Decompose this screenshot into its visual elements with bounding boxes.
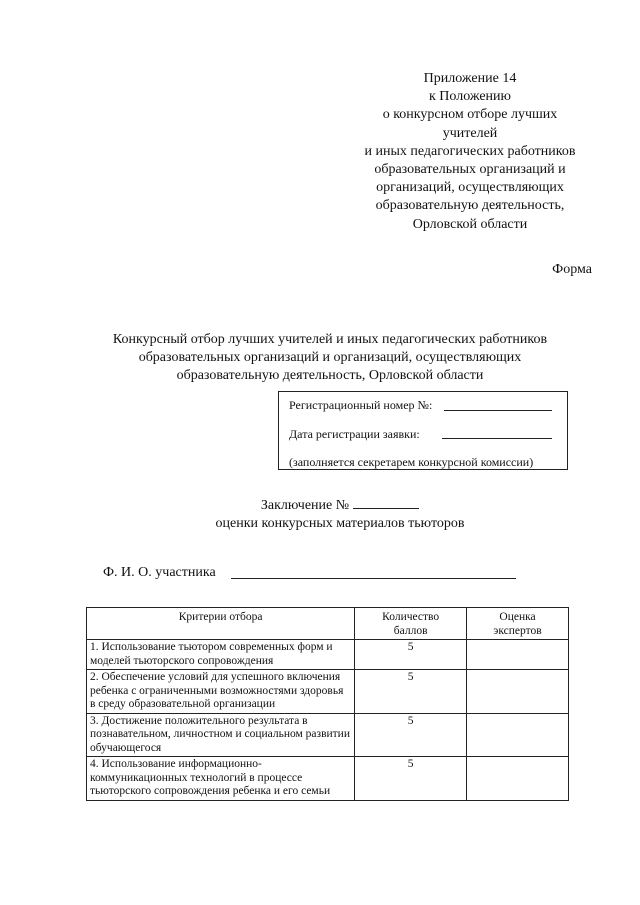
title-line: образовательных организаций и организаций, осуществляющих: [138, 350, 522, 365]
participant-name-field[interactable]: [231, 578, 516, 579]
appendix-line: образовательную деятельность,: [375, 198, 565, 214]
criterion-cell: 2. Обеспечение условий для успешного включения ребенка с ограниченными возможностями здоровья в среду образовательной организации: [87, 670, 355, 714]
conclusion-heading: Заключение №: [260, 498, 350, 513]
registration-date-label: Дата регистрации заявки:: [289, 427, 420, 441]
conclusion-subheading: оценки конкурсных материалов тьюторов: [215, 516, 465, 531]
title-line: образовательную деятельность, Орловской области: [176, 368, 484, 383]
criterion-cell: 4. Использование информационно-коммуникационных технологий в процессе тьюторского сопровождения ребенка и его семьи: [87, 757, 355, 801]
criteria-table: [86, 607, 569, 801]
table-row: [87, 757, 569, 801]
expert-score-cell[interactable]: [467, 713, 569, 757]
table-row: [87, 670, 569, 714]
appendix-line: к Положению: [428, 89, 511, 105]
appendix-header: [340, 70, 600, 234]
registration-note: (заполняется секретарем конкурсной комиссии): [289, 455, 534, 469]
header-expert-score: Оценка экспертов: [467, 608, 569, 640]
registration-date-field[interactable]: [442, 438, 552, 439]
appendix-line: учителей: [442, 125, 498, 141]
table-header-row: [87, 608, 569, 640]
registration-number-label: Регистрационный номер №:: [289, 398, 433, 412]
appendix-line: организаций, осуществляющих: [376, 180, 564, 196]
expert-score-cell[interactable]: [467, 640, 569, 670]
registration-number-field[interactable]: [444, 410, 552, 411]
appendix-line: Приложение 14: [423, 71, 517, 86]
title-line: Конкурсный отбор лучших учителей и иных педагогических работников: [112, 332, 548, 347]
expert-score-cell[interactable]: [467, 670, 569, 714]
points-cell: 5: [355, 640, 467, 670]
appendix-line: и иных педагогических работников: [364, 143, 576, 159]
points-cell: 5: [355, 713, 467, 757]
table-row: [87, 640, 569, 670]
points-cell: 5: [355, 757, 467, 801]
criterion-cell: 3. Достижение положительного результата в познавательном, личностном и социальном развитии обучающегося: [87, 713, 355, 757]
table-row: [87, 713, 569, 757]
document-title: [80, 331, 580, 385]
appendix-line: Орловской области: [412, 216, 528, 232]
expert-score-cell[interactable]: [467, 757, 569, 801]
header-criteria: Критерии отбора: [87, 608, 355, 640]
appendix-line: о конкурсном отборе лучших: [382, 107, 558, 123]
header-points: Количество баллов: [355, 608, 467, 640]
form-label: Форма: [552, 262, 592, 277]
participant-label: Ф. И. О. участника: [103, 565, 216, 580]
registration-box: [278, 391, 568, 470]
conclusion-block: [150, 496, 530, 533]
conclusion-number-field[interactable]: [353, 496, 419, 509]
points-cell: 5: [355, 670, 467, 714]
criterion-cell: 1. Использование тьютором современных форм и моделей тьюторского сопровождения: [87, 640, 355, 670]
appendix-line: образовательных организаций и: [374, 162, 566, 178]
